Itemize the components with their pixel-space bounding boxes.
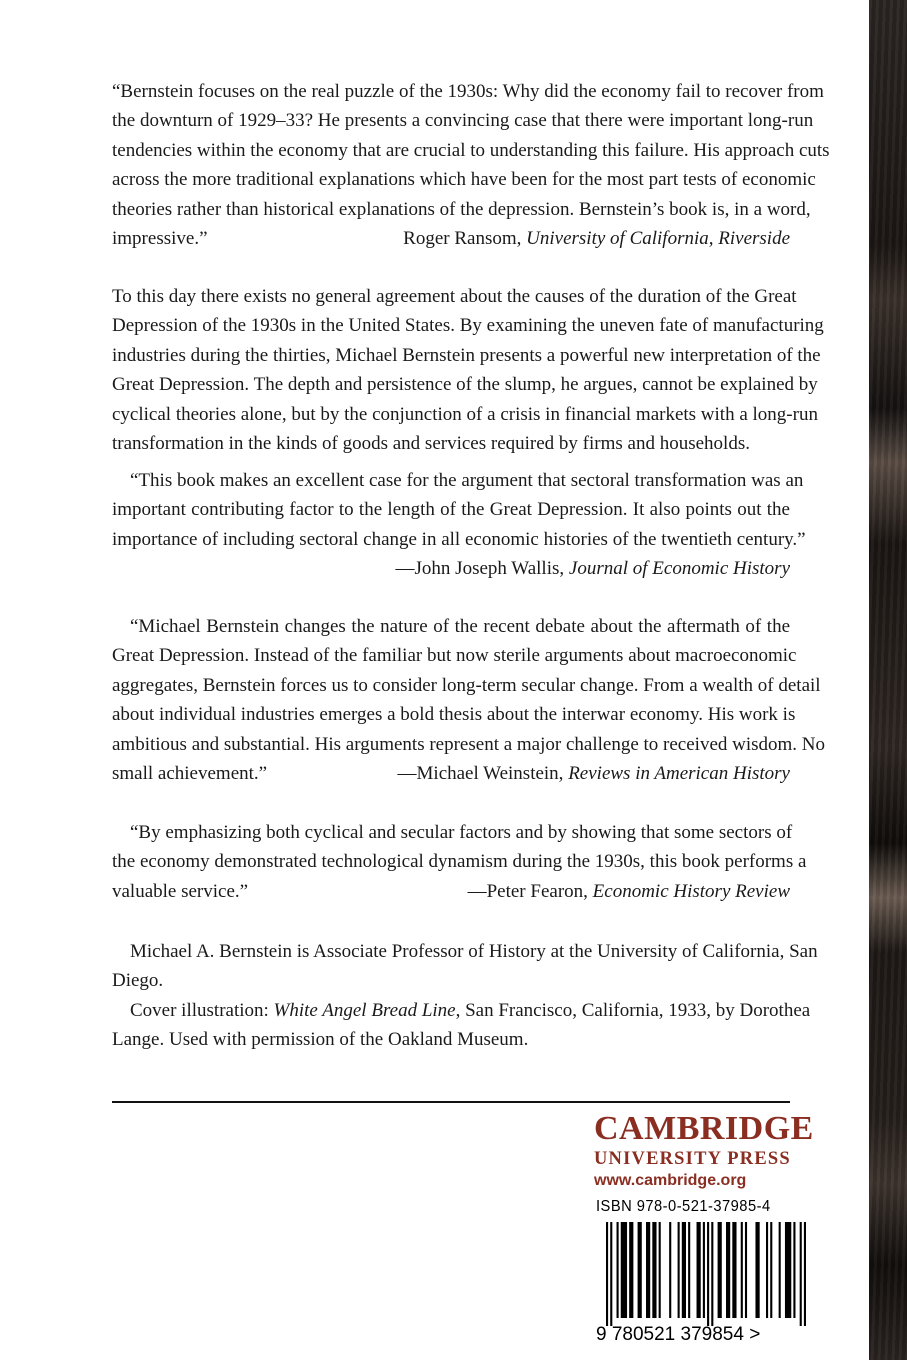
- review-line: the economy demonstrated technological dynamism during the 1930s, this book performs a: [112, 851, 807, 873]
- publisher-subtitle: UNIVERSITY PRESS: [594, 1149, 791, 1169]
- attribution-source: University of California, Riverside: [526, 228, 790, 250]
- barcode-bar: [610, 1222, 612, 1326]
- description-line: cyclical theories alone, but by the conjunction of a crisis in financial markets with a long-run: [112, 403, 818, 425]
- attribution-name: Roger Ransom,: [403, 228, 527, 250]
- credit-title: White Angel Bread Line: [273, 1000, 456, 1021]
- author-bio: [112, 937, 818, 996]
- review-line: “This book makes an excellent case for the argument that sectoral transformation was an: [130, 470, 804, 491]
- barcode-bar: [703, 1222, 705, 1318]
- barcode-bar: [779, 1222, 781, 1318]
- barcode-bar: [726, 1222, 730, 1318]
- review-line: the downturn of 1929–33? He presents a convincing case that there were important long-run: [112, 110, 814, 132]
- barcode-bar: [732, 1222, 736, 1318]
- review-line: “Bernstein focuses on the real puzzle of the 1930s: Why did the economy fail to recover from: [112, 81, 824, 102]
- review-line: “Michael Bernstein changes the nature of the recent debate about the aftermath of the: [130, 616, 790, 637]
- divider-rule: [112, 1101, 790, 1103]
- isbn-label: ISBN 978-0-521-37985-4: [596, 1198, 771, 1215]
- review-line: ambitious and substantial. His arguments represent a major challenge to received wisdom. No: [112, 733, 826, 755]
- credit-rest: , San Francisco, California, 1933, by Dorothea: [455, 1000, 811, 1021]
- attribution-name: —John Joseph Wallis,: [395, 558, 569, 580]
- review-last-line: impressive.”: [112, 228, 208, 250]
- review-last-line: small achievement.”: [112, 763, 268, 785]
- barcode-bar: [741, 1222, 743, 1318]
- barcode-bar: [766, 1222, 768, 1318]
- barcode-bar: [785, 1222, 791, 1318]
- credit-prefix: Cover illustration:: [130, 1000, 274, 1021]
- review-attribution: [403, 224, 790, 253]
- description-line: To this day there exists no general agreement about the causes of the duration of the Great: [112, 286, 797, 307]
- description-line: transformation in the kinds of goods and services required by firms and households.: [112, 433, 750, 455]
- barcode-bar: [629, 1222, 633, 1318]
- barcode-bar: [707, 1222, 709, 1326]
- barcode-bar: [659, 1222, 661, 1318]
- attribution-source: Journal of Economic History: [568, 558, 790, 580]
- barcode-bar: [770, 1222, 772, 1318]
- attribution-source: Economic History Review: [592, 880, 790, 902]
- review-line: “By emphasizing both cyclical and secular factors and by showing that some sectors of: [130, 822, 793, 843]
- bio-line: Diego.: [112, 970, 164, 992]
- attribution-source: Reviews in American History: [568, 763, 790, 785]
- cover-photo-edge: [869, 0, 907, 1360]
- review-closing-line: [112, 224, 790, 253]
- barcode-bar: [621, 1222, 627, 1318]
- barcode-bar: [755, 1222, 759, 1318]
- review-attribution: [468, 877, 790, 906]
- publisher-website: www.cambridge.org: [594, 1172, 747, 1189]
- credit-line: [112, 996, 811, 1025]
- review-attribution: [398, 759, 790, 788]
- barcode-bar: [804, 1222, 806, 1326]
- cover-credit: [112, 996, 811, 1055]
- review-attribution: [112, 554, 790, 583]
- review-line: theories rather than historical explanations of the depression. Bernstein’s book is, in a word,: [112, 198, 811, 220]
- barcode-bar: [669, 1222, 671, 1318]
- review-line: tendencies within the economy that are crucial to understanding this failure. His approach cuts: [112, 139, 830, 161]
- barcode-bar: [606, 1222, 608, 1326]
- attribution-name: —Peter Fearon,: [467, 880, 593, 902]
- isbn-barcode: [596, 1198, 828, 1350]
- barcode-bar: [638, 1222, 642, 1318]
- barcode-bar: [688, 1222, 690, 1318]
- barcode-bar: [745, 1222, 747, 1318]
- credit-line: Lange. Used with permission of the Oakland Museum.: [112, 1029, 529, 1051]
- review-line: importance of including sectoral change in all economic histories of the twentieth century.”: [112, 528, 806, 550]
- barcode-bar: [646, 1222, 650, 1318]
- barcode-bar: [800, 1222, 802, 1326]
- review-closing-line: [112, 759, 790, 788]
- barcode-bar: [617, 1222, 619, 1318]
- description-line: industries during the thirties, Michael Bernstein presents a powerful new interpretation of the: [112, 344, 821, 366]
- barcode-bar: [793, 1222, 795, 1318]
- bio-line: Michael A. Bernstein is Associate Professor of History at the University of California, San: [130, 941, 818, 962]
- review-last-line: valuable service.”: [112, 880, 249, 902]
- barcode-digits: 9 780521 379854 >: [596, 1324, 761, 1345]
- barcode-bar: [652, 1222, 656, 1318]
- review-line: important contributing factor to the length of the Great Depression. It also points out the: [112, 499, 790, 521]
- barcode-bar: [678, 1222, 680, 1318]
- review-weinstein: [112, 612, 826, 788]
- barcode-bar: [711, 1222, 713, 1326]
- review-fearon: [112, 818, 807, 906]
- publisher-name: CAMBRIDGE: [594, 1110, 814, 1147]
- review-line: about individual industries emerges a bold thesis about the interwar economy. His work is: [112, 704, 796, 726]
- review-wallis: [112, 466, 806, 584]
- barcode-bar: [697, 1222, 701, 1318]
- attribution-name: —Michael Weinstein,: [397, 763, 569, 785]
- description-line: Great Depression. The depth and persistence of the slump, he argues, cannot be explained by: [112, 374, 818, 396]
- barcode-bar: [682, 1222, 686, 1318]
- barcode-bar: [718, 1222, 722, 1318]
- publisher-logo: [594, 1110, 826, 1192]
- review-line: aggregates, Bernstein forces us to consider long-term secular change. From a wealth of detail: [112, 674, 821, 696]
- review-line: across the more traditional explanations which have been for the most part tests of economic: [112, 169, 816, 191]
- barcode-bars: [606, 1222, 806, 1326]
- description-line: Depression of the 1930s in the United States. By examining the uneven fate of manufacturing: [112, 315, 824, 337]
- review-ransom: [112, 77, 830, 253]
- review-line: Great Depression. Instead of the familiar but now sterile arguments about macroeconomic: [112, 645, 797, 667]
- book-description: [112, 282, 824, 458]
- review-closing-line: [112, 877, 790, 906]
